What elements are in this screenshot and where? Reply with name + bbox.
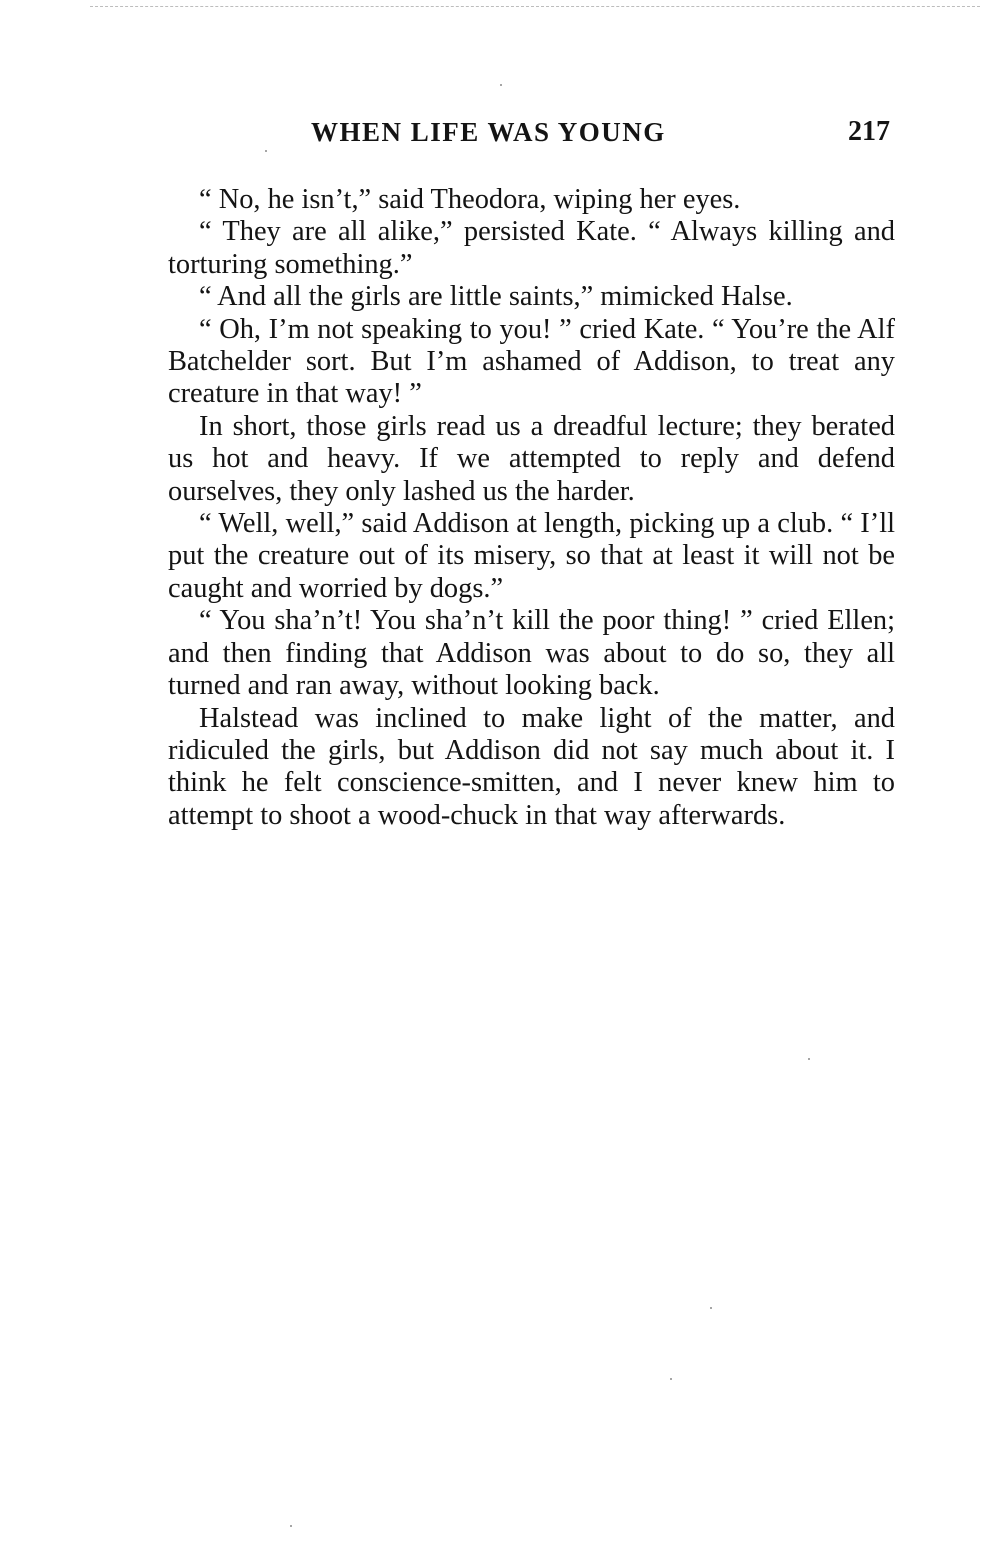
paragraph: “ They are all alike,” persisted Kate. “ Always killing and torturing something.” [168,216,895,280]
body-text [168,184,895,832]
scan-speck [500,84,502,86]
page-header [170,112,890,152]
paragraph: “ And all the girls are little saints,” mimicked Halse. [199,281,793,313]
paragraph: “ You sha’n’t! You sha’n’t kill the poor thing! ” cried Ellen; and then finding that Addison was about to do so, they all turned and ran away, without looking back. [168,605,895,702]
paragraph: “ Oh, I’m not speaking to you! ” cried Kate. “ You’re the Alf Batchelder sort. But I’m ashamed of Addison, to treat any creature in that way! ” [168,313,895,410]
paragraph: “ No, he isn’t,” said Theodora, wiping her eyes. [199,184,741,215]
page-number: 217 [848,116,890,147]
scan-speck [670,1378,672,1380]
running-title: WHEN LIFE WAS YOUNG [311,117,666,147]
scan-speck [710,1307,712,1309]
scan-speck [808,1058,810,1060]
paragraph: In short, those girls read us a dreadful lecture; they berated us hot and heavy. If we attempted to reply and defend ourselves, they only lashed us the harder. [168,410,895,507]
scan-edge-line [90,6,980,7]
scan-speck [290,1525,292,1527]
paragraph: Halstead was inclined to make light of the matter, and ridiculed the girls, but Addison did not say much about it. I think he felt conscience-smitten, and I never knew him to attempt to shoot a wood-chuck in that way afterwards. [168,702,895,831]
scan-speck [265,150,267,152]
paragraph: “ Well, well,” said Addison at length, picking up a club. “ I’ll put the creature out of its misery, so that at least it will not be caught and worried by dogs.” [168,508,895,604]
